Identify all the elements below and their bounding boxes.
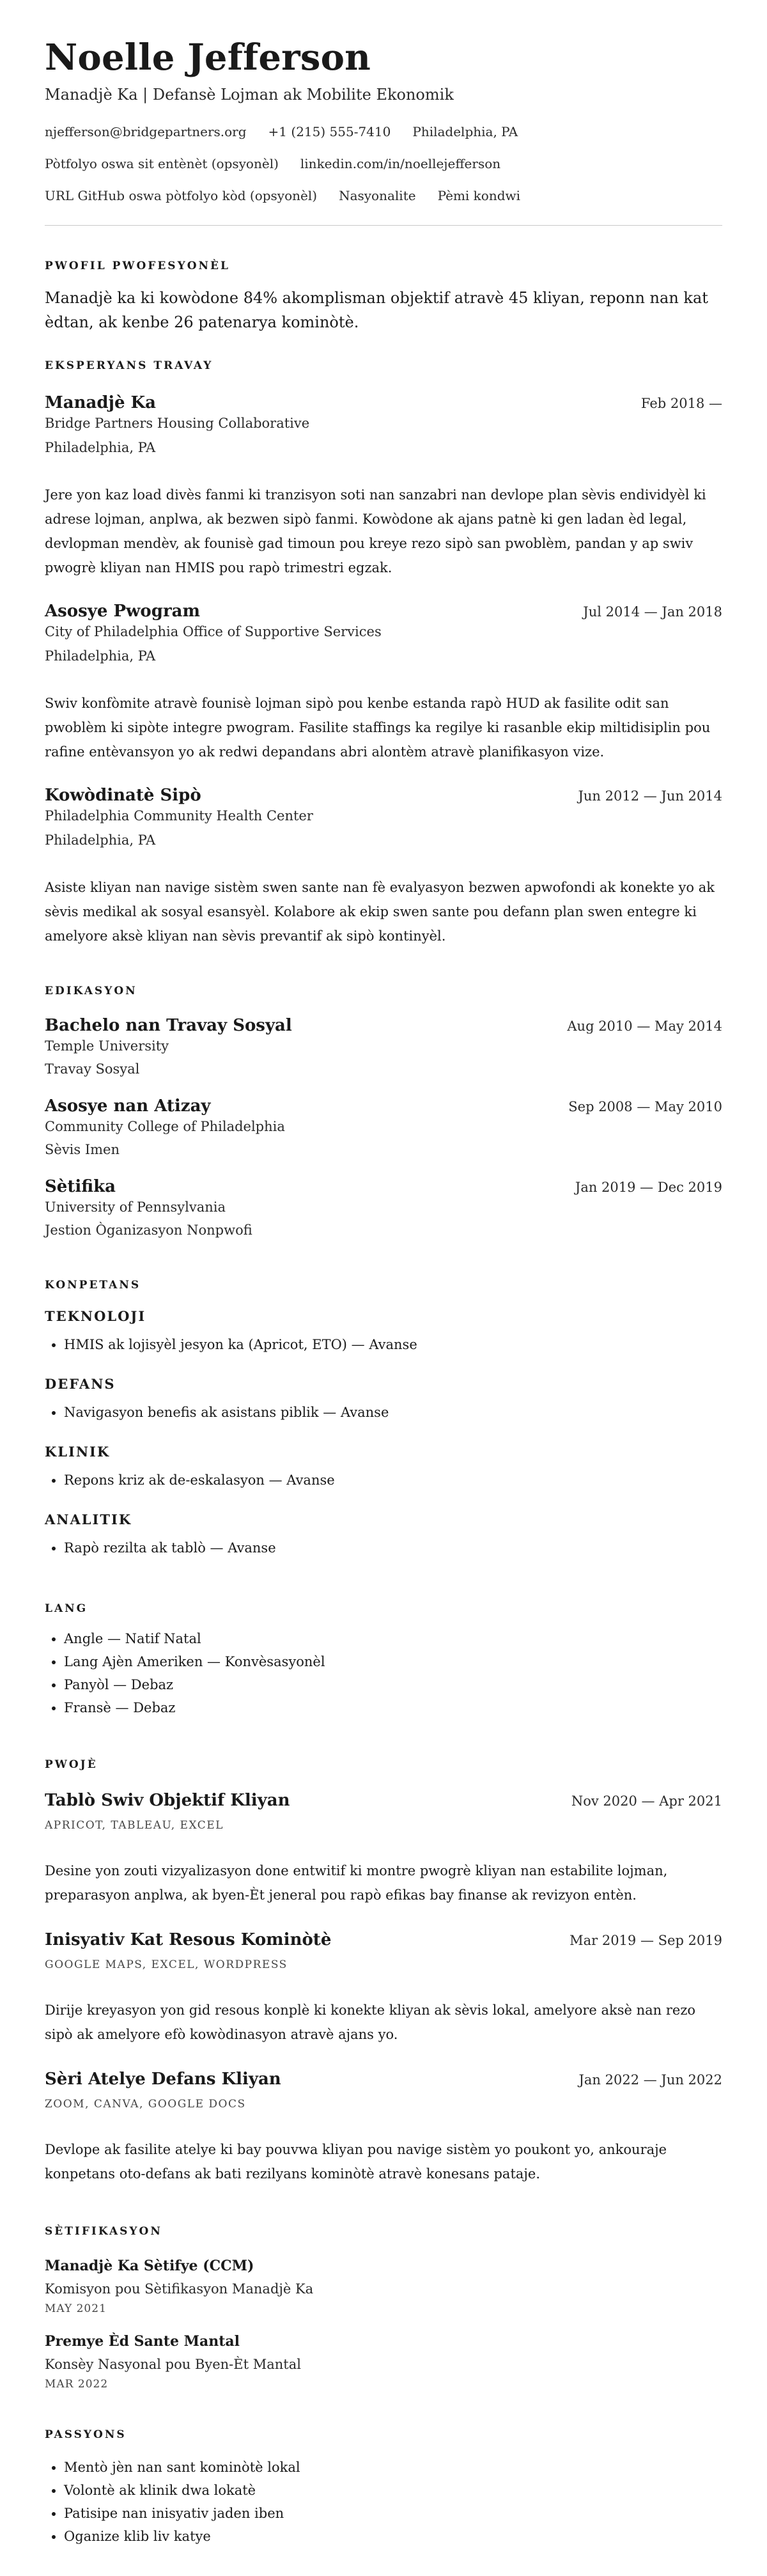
candidate-name: Noelle Jefferson xyxy=(45,36,371,79)
section-title: LANG xyxy=(45,1602,88,1615)
study-field: Sèvis Imen xyxy=(45,1142,120,1157)
skill-list xyxy=(45,1469,722,1492)
contact-row-extra xyxy=(45,187,722,205)
project-dates: Mar 2019 — Sep 2019 xyxy=(569,1933,722,1948)
certification-date: MAR 2022 xyxy=(45,2378,109,2391)
project-entry xyxy=(45,1929,722,2047)
language-item: • Fransè — Debaz xyxy=(64,1696,722,1719)
school-name: Community College of Philadelphia xyxy=(45,1119,285,1134)
project-description: Devlope ak fasilite atelye ki bay pouvwa kliyan pou navige sistèm yo poukont yo, ankouraje konpetans oto-defans ak bati rezilyans kominòtè atravè konesans pataje. xyxy=(45,2142,667,2182)
project-tech: APRICOT, TABLEAU, EXCEL xyxy=(45,1819,224,1832)
interest-item: • Mentò jèn nan sant kominòtè lokal xyxy=(64,2456,722,2479)
job-location: Philadelphia, PA xyxy=(45,832,156,848)
skill-category: KLINIK xyxy=(45,1444,111,1460)
job-title: Manadjè Ka xyxy=(45,393,157,412)
job-employer: Philadelphia Community Health Center xyxy=(45,808,313,824)
header-divider xyxy=(45,225,722,226)
summary-section xyxy=(45,259,722,334)
certification-name: Manadjè Ka Sètifye (CCM) xyxy=(45,2258,254,2274)
skill-item: • Rapò rezilta ak tablò — Avanse xyxy=(64,1536,722,1559)
certification-entry xyxy=(45,2332,722,2392)
skill-group xyxy=(45,1443,722,1492)
skill-category: ANALITIK xyxy=(45,1511,132,1527)
project-tech: ZOOM, CANVA, GOOGLE DOCS xyxy=(45,2098,246,2111)
study-field: Travay Sosyal xyxy=(45,1061,140,1077)
skill-list xyxy=(45,1333,722,1356)
school-name: Temple University xyxy=(45,1038,169,1054)
contact-portfolio[interactable]: Pòtfolyo oswa sit entènèt (opsyonèl) xyxy=(45,156,279,171)
project-description: Desine yon zouti vizyalizasyon done entwitif ki montre pwogrè kliyan nan estabilite lojman, preparasyon anplwa, ak byen-Èt jeneral pou rapò efikas bay finanse ak revizyon entèn. xyxy=(45,1863,668,1903)
job-dates: Feb 2018 — xyxy=(640,396,722,411)
school-name: University of Pennsylvania xyxy=(45,1199,226,1215)
certification-entry xyxy=(45,2256,722,2316)
job-employer: City of Philadelphia Office of Supportive Services xyxy=(45,624,382,639)
experience-entry xyxy=(45,392,722,580)
interest-item: • Oganize klib liv katye xyxy=(64,2525,722,2548)
project-description: Dirije kreyasyon yon gid resous konplè ki konekte kliyan ak sèvis lokal, amelyore aksè nan rezo sipò ak amelyore efò kowòdinasyon atravè ajans yo. xyxy=(45,2002,696,2042)
contact-github[interactable]: URL GitHub oswa pòtfolyo kòd (opsyonèl) xyxy=(45,188,318,203)
contact-phone[interactable]: +1 (215) 555-7410 xyxy=(268,124,391,139)
education-section xyxy=(45,984,722,1240)
interest-list xyxy=(45,2456,722,2548)
education-entry xyxy=(45,1095,722,1159)
section-title: EDIKASYON xyxy=(45,985,137,997)
project-dates: Jan 2022 — Jun 2022 xyxy=(578,2072,722,2088)
contact-location: Philadelphia, PA xyxy=(412,124,518,139)
experience-entry xyxy=(45,785,722,948)
education-dates: Aug 2010 — May 2014 xyxy=(567,1019,722,1034)
degree-title: Sètifika xyxy=(45,1177,116,1196)
section-title: PWOJÈ xyxy=(45,1758,98,1771)
project-entry xyxy=(45,2068,722,2186)
skill-item: • Navigasyon benefis ak asistans piblik — Avanse xyxy=(64,1401,722,1424)
experience-entry xyxy=(45,600,722,764)
education-dates: Sep 2008 — May 2010 xyxy=(568,1099,722,1114)
projects-section xyxy=(45,1758,722,2186)
skill-list xyxy=(45,1536,722,1559)
study-field: Jestion Òganizasyon Nonpwofi xyxy=(45,1222,252,1238)
contact-driving-permit: Pèmi kondwi xyxy=(437,188,521,203)
candidate-headline: Manadjè Ka | Defansè Lojman ak Mobilite Ekonomik xyxy=(45,86,454,104)
job-location: Philadelphia, PA xyxy=(45,648,156,664)
entry-header xyxy=(45,1015,722,1036)
section-title: SÈTIFIKASYON xyxy=(45,2225,162,2238)
experience-section xyxy=(45,359,722,948)
summary-text: Manadjè ka ki kowòdone 84% akomplisman objektif atravè 45 kliyan, reponn nan kat èdtan, ak kenbe 26 patenarya kominòtè. xyxy=(45,289,708,331)
certification-name: Premye Èd Sante Mantal xyxy=(45,2333,240,2350)
degree-title: Bachelo nan Travay Sosyal xyxy=(45,1016,292,1035)
skill-group xyxy=(45,1511,722,1559)
job-dates: Jun 2012 — Jun 2014 xyxy=(578,788,722,804)
education-dates: Jan 2019 — Dec 2019 xyxy=(575,1180,722,1195)
skill-group xyxy=(45,1375,722,1424)
degree-title: Asosye nan Atizay xyxy=(45,1097,211,1116)
language-item: • Lang Ajèn Ameriken — Konvèsasyonèl xyxy=(64,1650,722,1673)
language-list xyxy=(45,1627,722,1719)
skill-item: • HMIS ak lojisyèl jesyon ka (Apricot, ETO) — Avanse xyxy=(64,1333,722,1356)
job-employer: Bridge Partners Housing Collaborative xyxy=(45,416,310,431)
entry-header xyxy=(45,600,722,622)
interest-item: • Patisipe nan inisyativ jaden iben xyxy=(64,2502,722,2525)
section-title: EKSPERYANS TRAVAY xyxy=(45,359,213,372)
contact-nationality: Nasyonalite xyxy=(339,188,416,203)
project-tech: GOOGLE MAPS, EXCEL, WORDPRESS xyxy=(45,1958,288,1971)
entry-header xyxy=(45,1095,722,1117)
project-dates: Nov 2020 — Apr 2021 xyxy=(571,1793,722,1809)
job-dates: Jul 2014 — Jan 2018 xyxy=(583,604,722,620)
entry-header xyxy=(45,1929,722,1951)
skill-category: DEFANS xyxy=(45,1376,116,1392)
language-item: • Panyòl — Debaz xyxy=(64,1673,722,1696)
language-item: • Angle — Natif Natal xyxy=(64,1627,722,1650)
contact-email[interactable]: njefferson@bridgepartners.org xyxy=(45,124,247,139)
contact-linkedin[interactable]: linkedin.com/in/noellejefferson xyxy=(300,156,501,171)
interests-section xyxy=(45,2428,722,2548)
job-title: Kowòdinatè Sipò xyxy=(45,786,201,805)
skill-item: • Repons kriz ak de-eskalasyon — Avanse xyxy=(64,1469,722,1492)
project-title: Inisyativ Kat Resous Kominòtè xyxy=(45,1930,332,1949)
education-entry xyxy=(45,1015,722,1079)
section-title: PASSYONS xyxy=(45,2428,127,2441)
job-description: Swiv konfòmite atravè founisè lojman sipò pou kenbe estanda rapò HUD ak fasilite odit san pwoblèm ki sipòte integre pwogram. Fasilite staffings ka regilye ki rasanble ekip miltidisiplin pou rafine entèvansyon yo ak redwi depandans abri alontèm atravè planifikasyon vize. xyxy=(45,696,711,760)
section-title: KONPETANS xyxy=(45,1279,141,1292)
interest-item: • Volontè ak klinik dwa lokatè xyxy=(64,2479,722,2502)
project-title: Tablò Swiv Objektif Kliyan xyxy=(45,1791,290,1810)
job-description: Asiste kliyan nan navige sistèm swen sante nan fè evalyasyon bezwen apwofondi ak konekte yo ak sèvis medikal ak sosyal esansyèl. Kolabore ak ekip swen sante pou defann plan swen entegre ki amelyore aksè kliyan nan sèvis prevantif ak sipò kontinyèl. xyxy=(45,880,715,944)
skills-section xyxy=(45,1278,722,1559)
entry-header xyxy=(45,1790,722,1811)
job-title: Asosye Pwogram xyxy=(45,602,201,621)
certification-date: MAY 2021 xyxy=(45,2302,107,2315)
project-entry xyxy=(45,1790,722,1907)
job-location: Philadelphia, PA xyxy=(45,440,156,455)
education-entry xyxy=(45,1176,722,1240)
resume-header xyxy=(45,37,722,226)
entry-header xyxy=(45,785,722,806)
contact-row-links xyxy=(45,155,722,173)
certification-issuer: Komisyon pou Sètifikasyon Manadjè Ka xyxy=(45,2281,314,2297)
certification-issuer: Konsèy Nasyonal pou Byen-Èt Mantal xyxy=(45,2357,301,2372)
contact-row-primary xyxy=(45,123,722,141)
section-title: PWOFIL PWOFESYONÈL xyxy=(45,260,230,272)
project-title: Sèri Atelye Defans Kliyan xyxy=(45,2070,281,2089)
skill-group xyxy=(45,1308,722,1356)
certifications-section xyxy=(45,2224,722,2392)
entry-header xyxy=(45,392,722,414)
skill-category: TEKNOLOJI xyxy=(45,1308,146,1324)
skill-list xyxy=(45,1401,722,1424)
entry-header xyxy=(45,1176,722,1198)
entry-header xyxy=(45,2068,722,2090)
job-description: Jere yon kaz load divès fanmi ki tranzisyon soti nan sanzabri nan devlope plan sèvis endividyèl ki adrese lojman, anplwa, ak bezwen sipò fanmi. Kowòdone ak ajans patnè ki gen ladan èd legal, devlopman mendèv, ak founisè gad timoun pou kreye rezo sipò san pwoblèm, pandan y ap swiv pwogrè kliyan nan HMIS pou rapò trimestri egzak. xyxy=(45,487,706,575)
languages-section xyxy=(45,1602,722,1719)
